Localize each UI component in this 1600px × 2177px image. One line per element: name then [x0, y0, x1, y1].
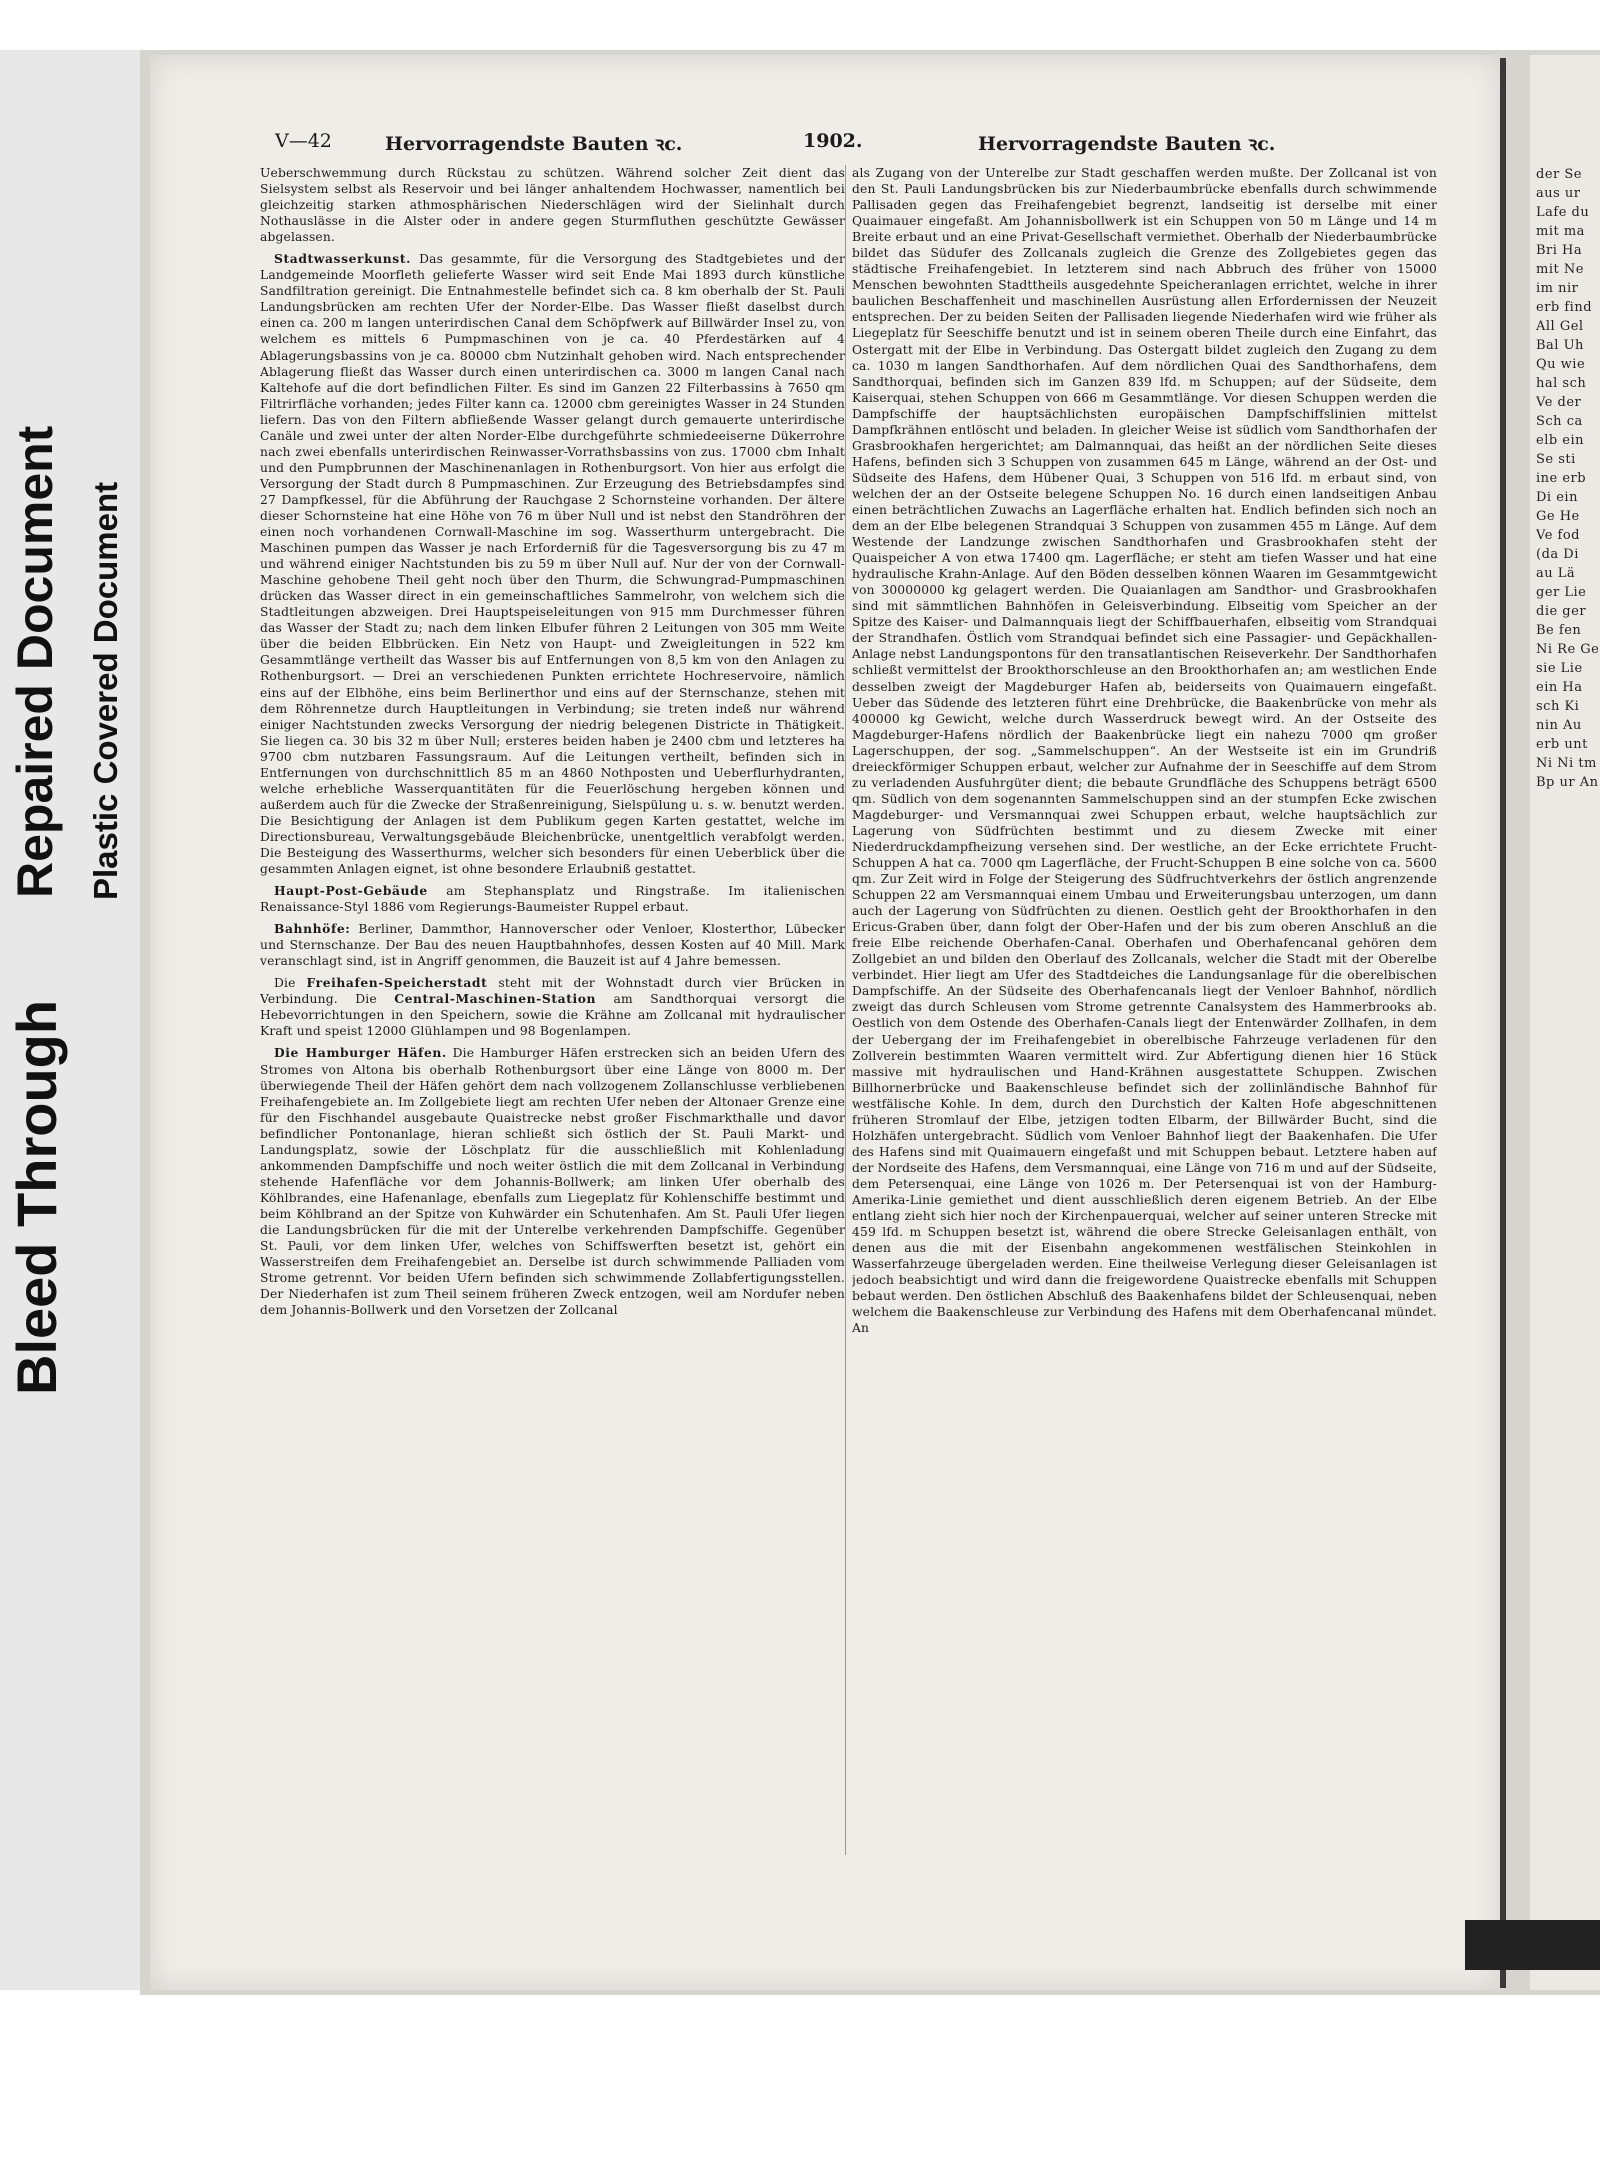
section-lead-waterworks: Stadtwasserkunst.: [274, 251, 411, 267]
running-title-right: Hervorragendste Bauten ꝛc.: [978, 133, 1276, 155]
free-port-mid: steht mit der Wohnstadt durch vier Brücken in Verbindung. Die: [260, 976, 845, 1007]
running-title-left: Hervorragendste Bauten ꝛc.: [385, 133, 683, 155]
paragraph-flood-protection: Ueberschwemmung durch Rückstau zu schützen. Während solcher Zeit dient das Sielsystem selbst als Reservoir und bei länger anhaltendem Hochwasser, namentlich bei gleichzeitig starken athmosphärischen Niederschlägen wird der Sielinhalt durch Nothauslässe in die Alster oder in andere gegen Sturmfluthen geschützte Gewässer abgelassen.: [260, 166, 845, 245]
right-column: [852, 165, 1437, 1860]
header-year: 1902.: [803, 130, 863, 152]
machine-station-text: am Sandthorquai versorgt die Hebevorrichtungen in den Speichern, sowie die Krähne am Zollcanal mit hydraulischer Kraft und speist 12000 Glühlampen und 98 Bogenlampen.: [260, 992, 845, 1039]
section-lead-machine-station: Central-Maschinen-Station: [394, 991, 597, 1007]
paragraph-post-office: [260, 883, 845, 915]
harbours-text: Die Hamburger Häfen erstrecken sich an beiden Ufern des Stromes von Altona bis oberhalb Rothenburgsort über eine Länge von 8000 m. Der überwiegende Theil der Häfen gehört dem nach vollzogenem Zollanschlusse verbliebenen Freihafengebiete an. Im Zollgebiete liegt am rechten Ufer neben der Altonaer Grenze eine für den Fischhandel ausgebaute Quaistrecke nebst großer Fischmarkthalle und davor befindlicher Pontonanlage, hieran schließt sich östlich der St. Pauli Markt- und Landungsplatz, sowie der Löschplatz für die ausschließlich mit Kohlenladung ankommenden Dampfschiffe und noch weiter östlich die mit dem Zollcanal in Verbindung stehende Hafenfläche vor dem Johannis-Bollwerk; am linken Ufer oberhalb des Köhlbrandes, eine Hafenanlage, ebenfalls zum Liegeplatz für Kohlenschiffe bestimmt und beim Köhlbrand an der Spitze von Kuhwärder ein Schutenhafen. Am St. Pauli Ufer liegen die Landungsbrücken für die mit der Unterelbe verkehrenden Dampfschiffe. Gegenüber St. Pauli, vor dem linken Ufer, welches von Schiffswerften besetzt ist, gehört ein Wasserstreifen dem Freihafengebiet an. Derselbe ist durch schwimmende Palliaden vom Strome getrennt. Vor beiden Ufern befinden sich schwimmende Zollabfertigungsstellen. Der Niederhafen ist zum Theil seinem früheren Zweck entzogen, weil am Nordufer neben dem Johannis-Bollwerk und den Vorsetzen der Zollcanal: [260, 1046, 845, 1318]
paragraph-harbours-continued: als Zugang von der Unterelbe zur Stadt geschaffen werden mußte. Der Zollcanal ist von den St. Pauli Landungsbrücken bis zur Niederbaumbrücke ebenfalls durch schwimmende Pallisaden gegen das Freihafengebiet begrenzt, landseitig ist derselbe mit einer Quaimauer eingefaßt. Am Johannisbollwerk ist ein Schuppen von 50 m Länge und 14 m Breite erbaut und an eine Privat-Gesellschaft vermiethet. Oberhalb der Niederbaumbrücke bildet das Südufer des Zollcanals zugleich die Grenze des Zollgebietes gegen das städtische Freihafengebiet. In letzterem sind nach Abbruch des früher von 15000 Menschen bewohnten Stadttheils ausgedehnte Speicheranlagen errichtet, welche in ihrer baulichen Beschaffenheit und maschinellen Ausrüstung allen Erfordernissen der Neuzeit entsprechen. Der zu beiden Seiten der Pallisaden liegende Niederhafen wird wie früher als Liegeplatz für Seeschiffe benutzt und ist in seinem oberen Theile durch eine Einfahrt, das Ostergatt mit der Elbe in Verbindung. Das Ostergatt bildet zugleich den Zugang zu dem ca. 1030 m langen Sandthorhafen. Auf dem nördlichen Quai des Sandthorhafens, dem Sandthorquai, befinden sich im Ganzen 839 lfd. m Schuppen; auf der Südseite, dem Kaiserquai, stehen Schuppen von 666 m Gesammtlänge. Vor diesen Schuppen werden die Dampfschiffe der hauptsächlichsten europäischen Dampfschiffslinien mittelst Dampfkrähnen entlöscht und beladen. In gleicher Weise ist südlich vom Sandthorhafen der Grasbrookhafen hergerichtet; am Dalmannquai, das heißt an der nördlichen Seite dieses Hafens, befinden sich 3 Schuppen von zusammen 645 m Länge, während an der Ost- und Südseite des Hafens, dem Hübener Quai, 3 Schuppen von 516 lfd. m erbaut sind, von welchen der an der Ostseite belegene Schuppen No. 16 durch einen landseitigen Anbau einen beträchtlichen Zuwachs an Lagerfläche erhalten hat. Endlich befinden sich noch an dem an der Elbe belegenen Strandquai 3 Schuppen von zusammen 455 m Länge. Auf dem Westende der Landzunge zwischen Sandthorhafen und Grasbrookhafen steht der Quaispeicher A von etwa 17400 qm. Lagerfläche; er steht am tiefen Wasser und hat eine hydraulische Krahn-Anlage. Auf den Böden desselben können Waaren im Gesammtgewicht von 30000000 kg gelagert werden. Die Quaianlagen am Sandthor- und Grasbrookhafen sind mit sämmtlichen Bahnhöfen in Geleisverbindung. Elbseitig vom Speicher an der Spitze des Kaiser- und Dalmannquais liegt der Schiffbauerhafen, elbseitig vom Strandquai der Strandhafen. Östlich vom Strandquai befindet sich eine Passagier- und Gepäckhallen-Anlage nebst Landungspontons für den transatlantischen Reiseverkehr. Der Sandthorhafen schließt vermittelst der Brookthorschleuse an den Brookthorhafen an; am westlichen Ende desselben zweigt der Magdeburger Hafen ab, beiderseits von Quaimauern eingefaßt. Ueber das Südende des letzteren führt eine Drehbrücke, die Baakenbrücke von mehr als 400000 kg Gewicht, welche durch Wasserdruck bewegt wird. An der Ostseite des Magdeburger-Hafens nördlich der Baakenbrücke liegt ein nahezu 7000 qm großer Lagerschuppen, der sog. „Sammelschuppen“. An der Westseite ist ein im Grundriß dreieckförmiger Schuppen erbaut, welcher zur Aufnahme der in Seeschiffe auf dem Strom zu verladenden Ausfuhrgüter dient; die bebaute Grundfläche des Schuppens beträgt 6500 qm. Südlich von dem sogenannten Sammelschuppen sind an der stumpfen Ecke zwischen Magdeburger- und Versmannquai zwei Schuppen erbaut, welche hauptsächlich zur Lagerung von Südfrüchten bestimmt und zu diesem Zwecke mit einer Niederdruckdampfheizung versehen sind. Der westliche, an der Ecke errichtete Frucht-Schuppen A hat ca. 7000 qm Lagerfläche, der Frucht-Schuppen B eine solche von ca. 5600 qm. Zur Zeit wird in Folge der Steigerung des Südfruchtverkehrs der östlich angrenzende Schuppen 22 am Versmannquai einem Umbau und Erweiterungsbau unterzogen, um dann auch der Lagerung von Südfrüchten zu dienen. Oestlich geht der Brookthorhafen in den Ericus-Graben über, dann folgt der Ober-Hafen und der bis zum oberen Anschluß an die freie Elbe reichende Oberhafen-Canal. Oberhafen und Oberhafencanal gehören dem Zollgebiet an und bilden den Oberlauf des Zollcanals, welcher die Stadt mit der Oberelbe verbindet. Hier liegt am Ufer des Stadtdeiches die Landungsanlage für die oberelbischen Dampfschiffe. An der Südseite des Oberhafencanals liegt der Venloer Bahnhof, nördlich zweigt das durch Schleusen vom Strome getrennte Canalsystem des Hammerbrooks ab. Oestlich von dem Ostende des Oberhafen-Canals liegt der Entenwärder Zollhafen, in dem der Uebergang der im Freihafengebiet in oberelbische Fahrzeuge verladenen für den Zollverein bestimmten Waaren vermittelt wird. Zur Abfertigung dienen hier 16 Stück massive mit hydraulischen und Hand-Krähnen ausgestattete Schuppen. Zwischen Billhornerbrücke und Baakenschleuse befindet sich der zollinländische Bahnhof für westfälische Kohle. In dem, durch den Durchstich der Kalten Hofe abgeschnittenen früheren Stromlauf der Elbe, jetzigen todten Elbarm, der Billwärder Bucht, sind die Holzhäfen untergebracht. Südlich vom Venloer Bahnhof liegt der Baakenhafen. Die Ufer des Hafens sind mit Quaimauern eingefaßt und mit Schuppen bebaut. Letztere haben auf der Nordseite des Hafens, dem Versmannquai, eine Länge von 716 m und auf der Südseite, dem Petersenquai, eine Länge von 1026 m. Der Petersenquai ist von der Hamburg-Amerika-Linie gemiethet und dient ausschließlich deren eigenem Betrieb. An der Elbe entlang zieht sich hier noch der Kirchenpauerquai, welcher auf seiner unteren Strecke mit 459 lfd. m Schuppen besetzt ist, während die obere Strecke Geleisanlagen enthält, von denen aus die mit der Eisenbahn angekommenen westfälischen Steinkohlen in Wasserfahrzeuge übergeladen werden. Eine theilweise Verlegung dieser Geleisanlagen ist jedoch beabsichtigt und wird dann die freigewordene Quaistrecke ebenfalls mit Schuppen bebaut werden. Den östlichen Abschluß des Baakenhafens bildet der Schleusenquai, neben welchem die Baakenschleuse zur Verbindung des Hafens mit dem Oberhafencanal mündet. An: [852, 166, 1437, 1336]
repaired-document-label: Repaired Document: [7, 425, 63, 898]
page-gutter: [1500, 58, 1506, 1988]
next-page-fragment: der Se aus ur Lafe du mit ma Bri Ha mit Ne im nir erb find All Gel Bal Uh Qu wie hal sch Ve der Sch ca elb ein Se sti ine erb Di ein Ge He Ve fod (da Di au Lä ger Lie die ger Be fen Ni Re Ge sie Lie ein Ha sch Ki nin Au erb unt Ni Ni tm Bp ur An: [1536, 167, 1600, 790]
column-divider: [845, 165, 846, 1855]
plastic-covered-label: Plastic Covered Document: [87, 481, 124, 900]
bleed-through-label: Bleed Through: [5, 999, 68, 1395]
section-lead-harbours: Die Hamburger Häfen.: [274, 1045, 447, 1061]
paragraph-free-port: [260, 975, 845, 1039]
waterworks-text: Das gesammte, für die Versorgung des Stadtgebietes und der Landgemeinde Moorfleth gelieferte Wasser wird seit Ende Mai 1893 durch künstliche Sandfiltration gereinigt. Die Entnahmestelle befindet sich ca. 8 km oberhalb der St. Pauli Landungsbrücken am rechten Ufer der Norder-Elbe. Das Wasser fließt daselbst durch einen ca. 200 m langen unterirdischen Canal dem Schöpfwerk auf Billwärder Insel zu, von welchem es mittels 6 Pumpmaschinen von je ca. 40 Pferdestärken auf 4 Ablagerungsbassins von je ca. 80000 cbm Nutzinhalt gehoben wird. Nach entsprechender Ablagerung fließt das Wasser durch einen unterirdischen ca. 3000 m langen Canal nach Kaltehofe auf die dort befindlichen Filter. Es sind im Ganzen 22 Filterbassins à 7650 qm Filtrirfläche vorhanden; jedes Filter kann ca. 12000 cbm gereinigtes Wasser in 24 Stunden liefern. Das von den Filtern abfließende Wasser gelangt durch gemauerte unterirdische Canäle und zwei unter der alten Norder-Elbe durchgeführte schmiedeeiserne Dükerrohre nach zwei ebenfalls unterirdischen Reinwasser-Vorrathsbassins von zus. 17000 cbm Inhalt und den Pumpbrunnen der Maschinenanlagen in Rothenburgsort. Von hier aus erfolgt die Versorgung der Stadt durch 8 Pumpmaschinen. Zur Erzeugung des Betriebsdampfes sind 27 Dampfkessel, für die Abführung der Rauchgase 2 Schornsteine vorhanden. Der ältere dieser Schornsteine hat eine Höhe von 76 m über Null und ist nebst den Standröhren der einen noch vorhandenen Cornwall-Maschine im sog. Wasserthurm untergebracht. Die Maschinen pumpen das Wasser je nach Erforderniß für die Tagesversorgung bis zu 47 m und während einiger Nachtstunden bis zu 59 m über Null auf. Nur der von der Cornwall-Maschine gehobene Theil geht noch über den Thurm, die Schwungrad-Pumpmaschinen drücken das Wasser direct in ein gemeinschaftliches Sammelrohr, von welchem sich die Stadtleitungen abzweigen. Drei Hauptspeiseleitungen von 915 mm Durchmesser führen das Wasser der Stadt zu; nach dem linken Elbufer führen 2 Leitungen von 305 mm Weite über die beiden Elbbrücken. Ein Netz von Haupt- und Zweigleitungen in 522 km Gesammtlänge vertheilt das Wasser bis auf Entfernungen von 8,5 km von den Anlagen zu Rothenburgsort. — Drei an verschiedenen Punkten errichtete Hochreservoire, nämlich eins auf der Elbhöhe, eins beim Berlinerthor und eins auf der Sternschanze, stehen mit dem Röhrennetze durch Hauptleitungen in Verbindung; sie treten indeß nur während einiger Nachtstunden zwecks Versorgung der niedrig belegenen Districte in Thätigkeit. Sie liegen ca. 30 bis 32 m über Null; ersteres beiden haben je 2400 cbm und letzteres ha 9700 cbm nutzbaren Fassungsraum. Auf die Leitungen vertheilt, befinden sich in Entfernungen von durchschnittlich 85 m an 4860 Nothposten und Ueberflurhydranten, welche erhebliche Wasserquantitäten für die Feuerlöschung hergeben können und außerdem auch für die Zwecke der Straßenreinigung, Sielspülung u. s. w. benutzt werden. Die Besichtigung der Anlagen ist dem Publikum gegen Karten gestattet, welche im Directionsbureau, Verwaltungsgebäude Bleichenbrücke, unentgeltlich verabfolgt werden. Die Besteigung des Wasserthurms, welcher sich besonders für einen Ueberblick über die gesammten Anlagen eignet, ist ohne besondere Erlaubniß gestattet.: [260, 252, 845, 877]
next-page-strip: [1530, 55, 1600, 1990]
left-column: [260, 165, 845, 1860]
stations-text: Berliner, Dammthor, Hannoverscher oder Venloer, Klosterthor, Lübecker und Sternschanze. Der Bau des neuen Hauptbahnhofes, dessen Kosten auf 40 Mill. Mark veranschlagt sind, ist in Angriff genommen, die Bauzeit ist auf 4 Jahre bemessen.: [260, 922, 845, 969]
free-port-intro: Die: [274, 976, 296, 991]
side-label-strip: [0, 50, 140, 1990]
scan-corner-shadow: [1465, 1920, 1600, 1970]
section-lead-stations: Bahnhöfe:: [274, 921, 351, 937]
post-office-text: am Stephansplatz und Ringstraße. Im italienischen Renaissance-Styl 1886 vom Regierungs-Baumeister Ruppel erbaut.: [260, 884, 845, 915]
paragraph-stations: [260, 921, 845, 969]
section-lead-post-office: Haupt-Post-Gebäude: [274, 883, 428, 899]
paragraph-harbours: [260, 1045, 845, 1318]
page-number: V—42: [275, 130, 332, 152]
paragraph-waterworks: [260, 251, 845, 877]
section-lead-free-port: Freihafen-Speicherstadt: [306, 975, 488, 991]
